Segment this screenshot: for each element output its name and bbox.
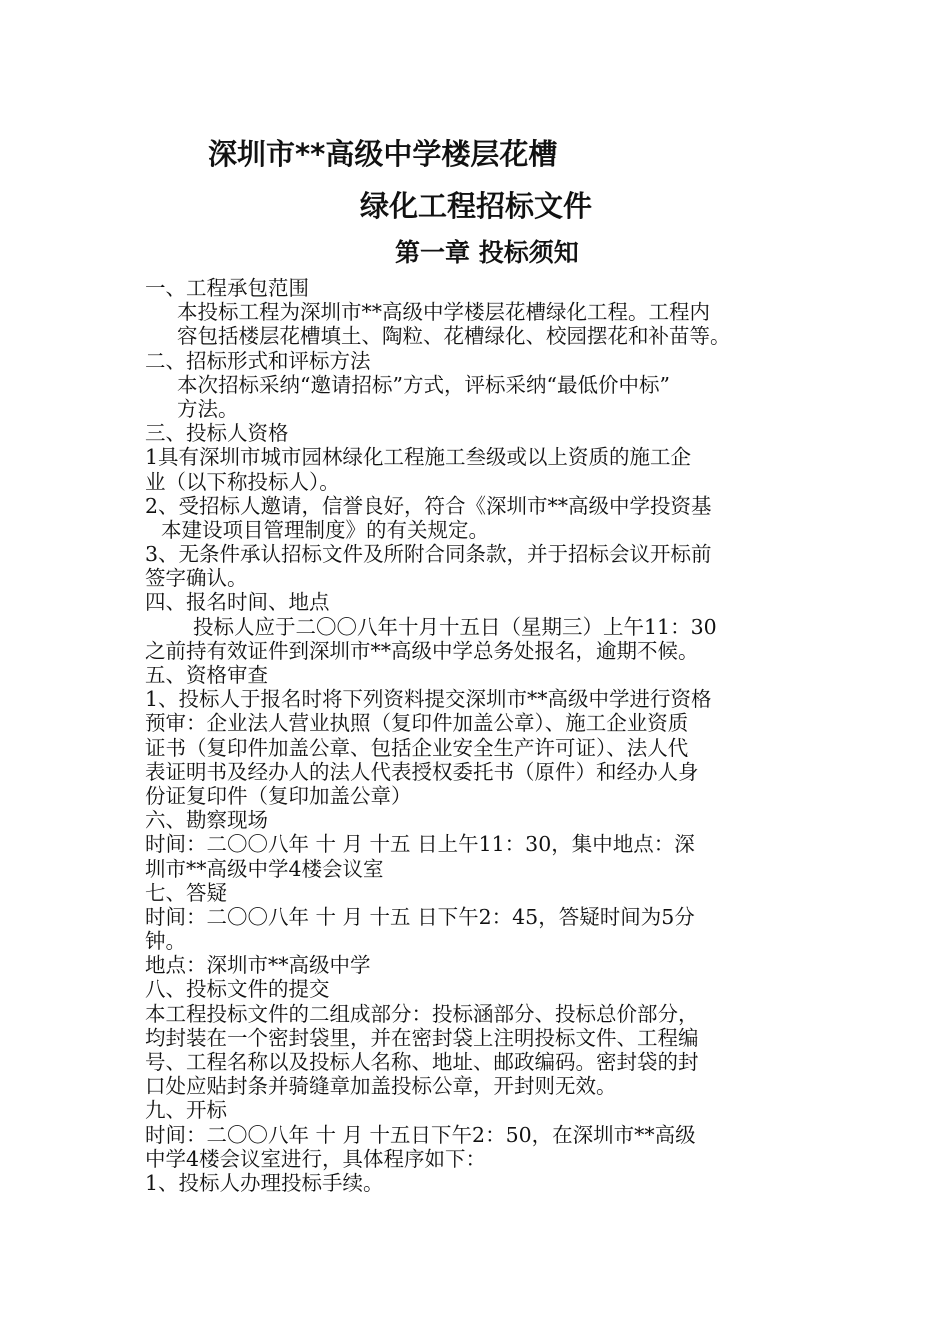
paragraph-line: 号、工程名称以及投标人名称、地址、邮政编码。密封袋的封 [145,1050,699,1074]
paragraph-line: 时间：二〇〇八年 十 月 十五 日上午11：30，集中地点：深 [145,832,695,857]
document-body [145,276,810,1195]
section-heading: 八、投标文件的提交 [145,977,330,1002]
paragraph-line: 投标人应于二〇〇八年十月十五日（星期三）上午11：30 [193,614,717,639]
paragraph-line: 之前持有效证件到深圳市**高级中学总务处报名，逾期不候。 [145,638,699,663]
paragraph-line: 签字确认。 [145,566,248,591]
paragraph-line: 业（以下称投标人）。 [145,469,340,494]
paragraph-line: 圳市**高级中学4楼会议室 [145,856,384,881]
paragraph-line: 1、投标人办理投标手续。 [145,1170,384,1195]
section-heading: 九、开标 [145,1098,227,1123]
paragraph-line: 本次招标采纳“邀请招标”方式，评标采纳“最低价中标” [177,372,670,397]
section-heading: 二、招标形式和评标方法 [145,348,371,373]
paragraph-line: 钟。 [145,929,186,954]
section-heading: 六、勘察现场 [145,808,268,833]
paragraph-line: 证书（复印件加盖公章、包括企业安全生产许可证）、法人代 [145,735,689,760]
paragraph-line: 表证明书及经办人的法人代表授权委托书（原件）和经办人身 [145,759,699,784]
chapter-heading: 第一章 投标须知 [395,238,579,267]
paragraph-line: 1、投标人于报名时将下列资料提交深圳市**高级中学进行资格 [145,687,712,712]
paragraph-line: 3、无条件承认招标文件及所附合同条款，并于招标会议开标前 [145,542,712,567]
paragraph-line: 时间：二〇〇八年 十 月 十五 日下午2：45，答疑时间为5分 [145,904,695,929]
paragraph-line: 地点：深圳市**高级中学 [145,953,371,978]
paragraph-line: 中学4楼会议室进行，具体程序如下： [145,1146,487,1171]
section-heading: 七、答疑 [145,880,227,905]
paragraph-line: 容包括楼层花槽填土、陶粒、花槽绿化、校园摆花和补苗等。 [177,324,731,349]
paragraph-line: 2、受招标人邀请，信誉良好，符合《深圳市**高级中学投资基 [145,493,712,518]
section-heading: 三、投标人资格 [145,421,289,446]
paragraph-line: 1具有深圳市城市园林绿化工程施工叁级或以上资质的施工企 [145,445,692,470]
paragraph-line: 方法。 [177,396,239,421]
paragraph-line: 时间：二〇〇八年 十 月 十五日下午2：50，在深圳市**高级 [145,1122,696,1147]
paragraph-line: 口处应贴封条并骑缝章加盖投标公章，开封则无效。 [145,1074,617,1099]
section-heading: 五、资格审查 [145,663,268,687]
paragraph-line: 本建设项目管理制度》的有关规定。 [161,517,489,542]
paragraph-line: 本投标工程为深圳市**高级中学楼层花槽绿化工程。工程内 [177,300,710,325]
paragraph-line: 预审：企业法人营业执照（复印件加盖公章）、施工企业资质 [145,711,689,736]
section-heading: 四、报名时间、地点 [145,590,330,615]
document-title-line2: 绿化工程招标文件 [360,189,593,223]
section-heading: 一、工程承包范围 [145,276,309,300]
document-title-line1: 深圳市**高级中学楼层花槽 [208,137,558,171]
paragraph-line: 份证复印件（复印加盖公章） [145,783,412,808]
paragraph-line: 本工程投标文件的二组成部分：投标涵部分、投标总价部分， [145,1001,699,1026]
paragraph-line: 均封装在一个密封袋里，并在密封袋上注明投标文件、工程编 [145,1025,699,1050]
